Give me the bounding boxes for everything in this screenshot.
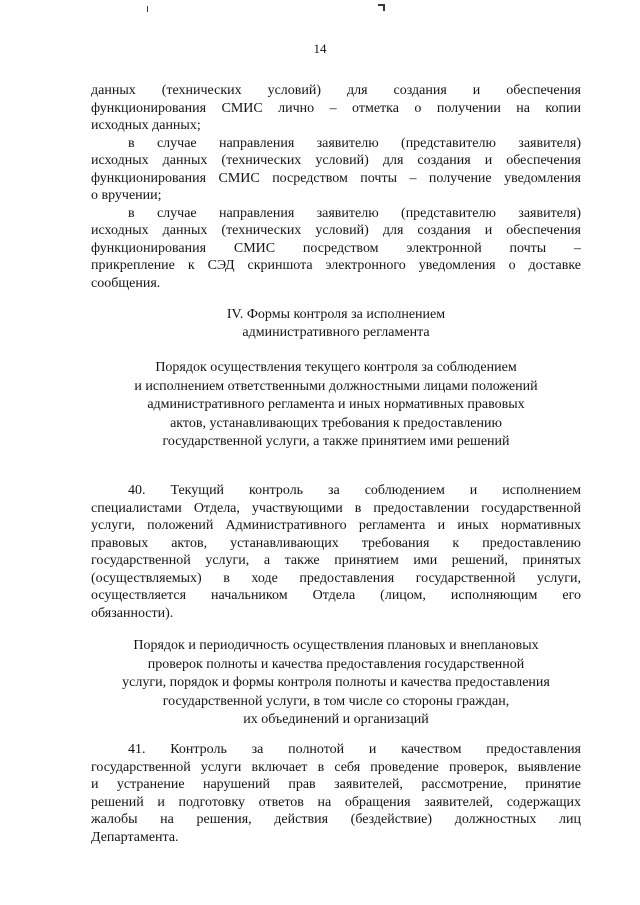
- text-line: обязанности).: [91, 605, 174, 621]
- top-text-block: [91, 82, 581, 292]
- heading-line: административного регламента и иных нормативных правовых: [147, 397, 525, 412]
- text-line: функционирования СМИС посредством почты – получение уведомления: [91, 170, 581, 186]
- text-line: государственной услуги включает в себя проведение проверок, выявление: [91, 759, 581, 775]
- text-line: в случае направления заявителю (представителю заявителя): [128, 135, 581, 151]
- text-line: исходных данных;: [91, 118, 201, 133]
- heading-line: Порядок и периодичность осуществления плановых и внеплановых: [133, 638, 539, 653]
- text-line: Департамента.: [91, 829, 179, 845]
- text-line: функционирования СМИС лично – отметка о получении на копии: [91, 100, 581, 116]
- heading-line: их объединений и организаций: [243, 712, 429, 727]
- heading-line: государственной услуги, в том числе со стороны граждан,: [162, 693, 510, 709]
- text-line: исходных данных (технических условий) для создания и обеспечения: [91, 223, 581, 238]
- text-line: жалобы на решения, действия (бездействие) должностных лиц: [91, 812, 581, 827]
- text-line: специалистами Отдела, участвующими в предоставлении государственной: [91, 500, 581, 516]
- text-line: исходных данных (технических условий) для создания и обеспечения: [91, 153, 581, 168]
- paragraph-40: [91, 482, 581, 622]
- text-line: и устранение нарушений прав заявителей, рассмотрение, принятие: [91, 777, 581, 792]
- text-line: сообщения.: [91, 275, 161, 291]
- heading-line: Порядок осуществления текущего контроля за соблюдением: [155, 360, 517, 375]
- subheading-current-control: [91, 359, 581, 452]
- heading-line: актов, устанавливающих требования к предоставлению: [170, 415, 502, 431]
- section-heading: [91, 306, 581, 342]
- text-line: правовых актов, устанавливающих требования к предоставлению: [91, 535, 581, 551]
- heading-line: государственной услуги, а также принятием ими решений: [162, 434, 510, 449]
- text-line: прикрепление к СЭД скриншота электронного уведомления о доставке: [91, 258, 581, 273]
- text-line: (осуществляемых) в ходе предоставления государственной услуги,: [91, 570, 581, 586]
- text-line: государственной услуги, а также принятием ими решений, принятых: [91, 553, 581, 568]
- text-line: 41. Контроль за полнотой и качеством предоставления: [128, 742, 581, 757]
- text-line: решений и подготовку ответов на обращения заявителей, содержащих: [91, 794, 581, 810]
- paragraph-41: [91, 741, 581, 846]
- heading-line: IV. Формы контроля за исполнением: [226, 307, 446, 322]
- text-line: в случае направления заявителю (представителю заявителя): [128, 205, 581, 221]
- text-line: 40. Текущий контроль за соблюдением и исполнением: [128, 483, 581, 498]
- subheading-inspections: [91, 637, 581, 730]
- page-number: 14: [313, 41, 327, 56]
- heading-line: административного регламента: [242, 325, 430, 340]
- text-line: данных (технических условий) для создания и обеспечения: [91, 83, 581, 98]
- text-line: функционирования СМИС посредством электронной почты –: [91, 240, 581, 256]
- scan-artifact: [147, 6, 148, 12]
- heading-line: услуги, порядок и формы контроля полноты и качества предоставления: [122, 675, 550, 690]
- text-line: услуги, положений Административного регламента и иных нормативных: [91, 518, 581, 533]
- text-line: осуществляется начальником Отдела (лицом, исполняющим его: [91, 588, 581, 603]
- heading-line: и исполнением ответственными должностными лицами положений: [134, 378, 538, 394]
- heading-line: проверок полноты и качества предоставления государственной: [147, 656, 525, 672]
- scan-artifact: [383, 4, 385, 11]
- text-line: о вручении;: [91, 188, 162, 203]
